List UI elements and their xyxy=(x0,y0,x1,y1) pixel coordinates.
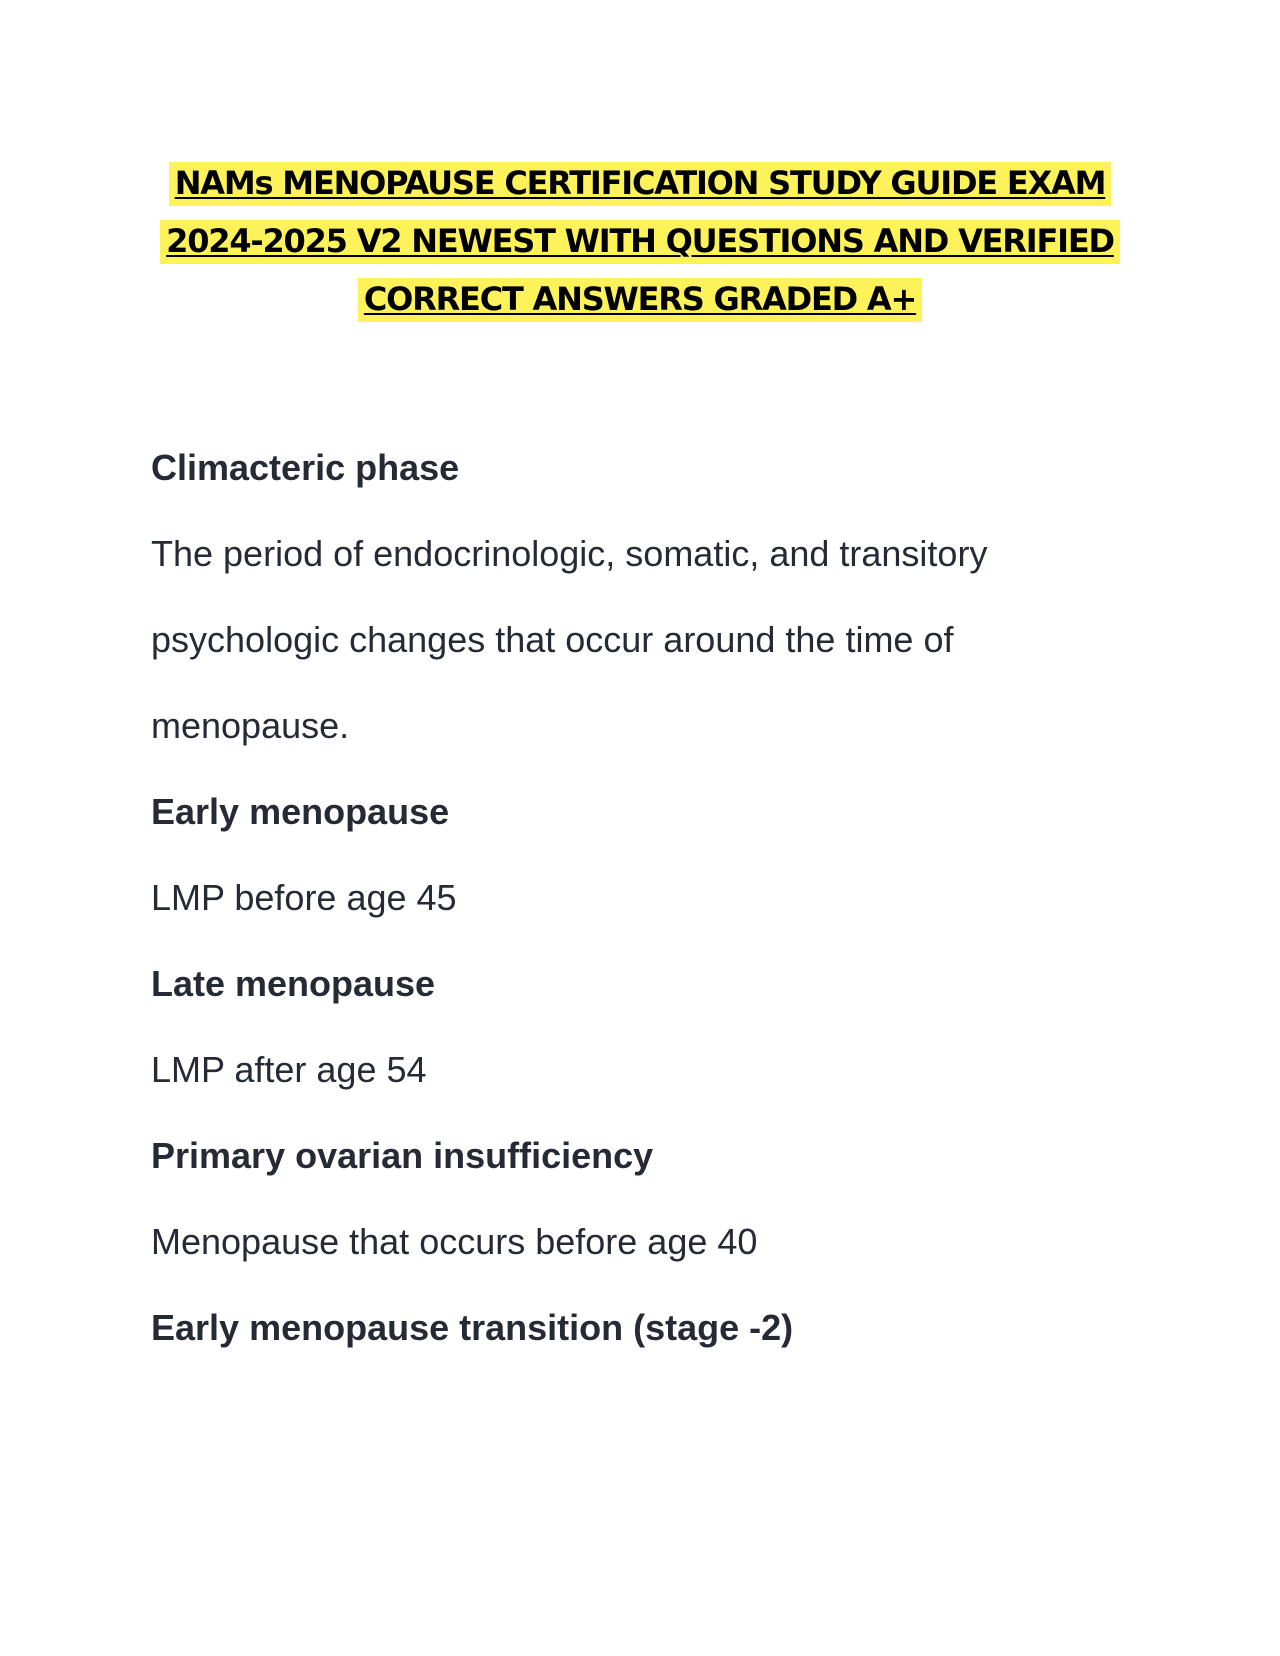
definition-line: psychologic changes that occur around the time of xyxy=(151,619,954,660)
entry-term: Primary ovarian insufficiency xyxy=(151,1135,654,1176)
entry-definition xyxy=(151,855,1151,941)
title-line: 2024-2025 V2 NEWEST WITH QUESTIONS AND VERIFIED xyxy=(140,212,1140,270)
title-line: NAMs MENOPAUSE CERTIFICATION STUDY GUIDE EXAM xyxy=(140,154,1140,212)
definition-line: Menopause that occurs before age 40 xyxy=(151,1221,758,1262)
study-entries xyxy=(151,425,1151,1371)
entry-definition xyxy=(151,1027,1151,1113)
definition-line: menopause. xyxy=(151,705,350,746)
definition-line: LMP after age 54 xyxy=(151,1049,427,1090)
entry-term: Climacteric phase xyxy=(151,447,460,488)
definition-line: The period of endocrinologic, somatic, and transitory xyxy=(151,533,988,574)
document-title xyxy=(140,154,1140,328)
entry-term: Early menopause xyxy=(151,791,450,832)
title-line: CORRECT ANSWERS GRADED A+ xyxy=(140,270,1140,328)
definition-line: LMP before age 45 xyxy=(151,877,457,918)
entry-term: Early menopause transition (stage -2) xyxy=(151,1307,794,1348)
entry-definition xyxy=(151,511,1151,769)
entry-term: Late menopause xyxy=(151,963,436,1004)
entry-definition xyxy=(151,1199,1151,1285)
